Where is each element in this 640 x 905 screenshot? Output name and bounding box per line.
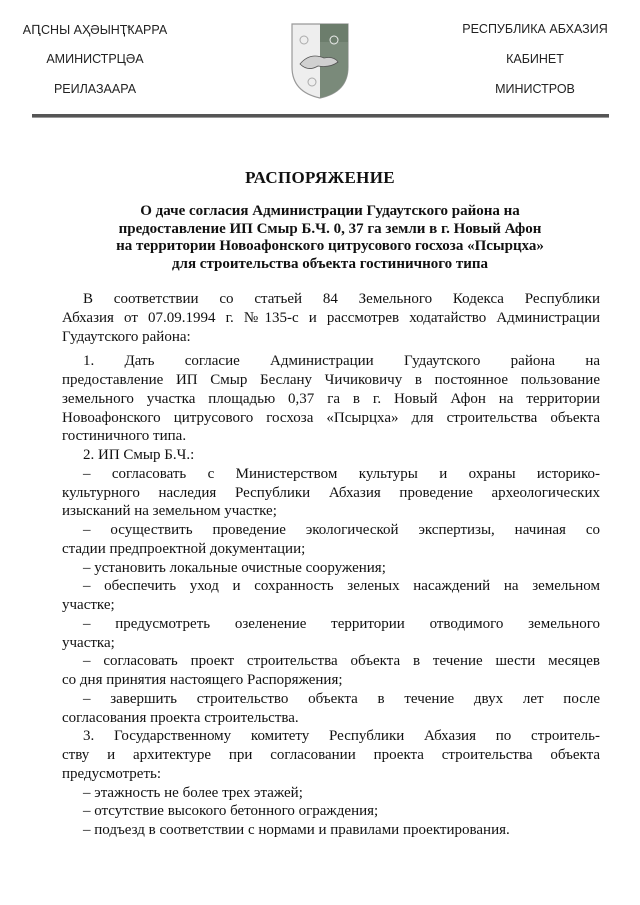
header-left-line: АМИНИСТРЦӘА: [46, 52, 144, 66]
paragraph-line: предусмотреть:: [62, 765, 162, 782]
paragraph: [62, 559, 600, 578]
paragraph-line: согласования проекта строительства.: [62, 709, 299, 726]
document-body: [62, 290, 600, 840]
paragraph-line: 2. ИП Смыр Б.Ч.:: [83, 447, 195, 463]
paragraph-line: гостиничного типа.: [62, 428, 187, 445]
header-left-line: РЕИЛАЗААРА: [53, 82, 137, 96]
paragraph-line: – предусмотреть озеленение территории отводимого земельного: [83, 615, 600, 632]
subject-line: О даче согласия Администрации Гудаутского района на: [140, 203, 520, 219]
paragraph-line: участка;: [62, 634, 115, 651]
header-left-line: АԤСНЫ АҲӘЫНҬҞАРРА: [22, 23, 168, 37]
header-right-line: КАБИНЕТ: [506, 52, 564, 66]
paragraph: [62, 727, 600, 783]
coat-of-arms-icon: [290, 22, 350, 100]
paragraph: [62, 521, 600, 559]
header-divider: [32, 114, 609, 118]
paragraph-line: Гудаутского района:: [62, 328, 191, 345]
paragraph: [62, 802, 600, 821]
paragraph-line: – завершить строительство объекта в течение двух лет после: [83, 690, 600, 707]
paragraph-line: – этажность не более трех этажей;: [83, 784, 303, 801]
paragraph-line: Абхазия от 07.09.1994 г. №135-с и рассмотрев ходатайство Администрации: [62, 309, 600, 326]
paragraph-line: участке;: [62, 597, 115, 613]
subject-line: для строительства объекта гостиничного типа: [171, 255, 489, 272]
paragraph-line: – отсутствие высокого бетонного ограждения;: [83, 803, 379, 820]
paragraph-line: со дня принятия настоящего Распоряжения;: [62, 672, 343, 688]
paragraph-line: – согласовать с Министерством культуры и охраны историко-: [83, 465, 600, 482]
paragraph-line: Новоафонского цитрусового госхоза «Псырцха» для строительства объекта: [62, 409, 600, 426]
paragraph-line: – обеспечить уход и сохранность зеленых насаждений на земельном: [83, 578, 600, 595]
paragraph: [62, 690, 600, 728]
document-subject: [60, 203, 600, 273]
paragraph-line: – согласовать проект строительства объекта в течение шести месяцев: [83, 653, 600, 670]
paragraph-line: культурного наследия Республики Абхазия проведение археологических: [62, 484, 600, 501]
paragraph: [62, 784, 600, 803]
paragraph: [62, 652, 600, 690]
paragraph-line: – осуществить проведение экологической экспертизы, начиная со: [83, 522, 600, 538]
paragraph: [62, 577, 600, 615]
paragraph-line: стадии предпроектной документации;: [62, 540, 306, 557]
paragraph-line: ству и архитектуре при согласовании проекта строительства объекта: [62, 747, 600, 763]
paragraph-line: земельного участка площадью 0,37 га в г. Новый Афон на территории: [62, 390, 600, 407]
paragraph-line: 1. Дать согласие Администрации Гудаутского района на: [83, 353, 600, 370]
paragraph: [62, 446, 600, 465]
paragraph-line: изысканий на земельном участке;: [62, 503, 277, 520]
paragraph: [62, 290, 600, 346]
paragraph-line: предоставление ИП Смыр Беслану Чичиковичу в постоянное пользование: [62, 372, 600, 388]
paragraph: [62, 465, 600, 521]
document-title: РАСПОРЯЖЕНИЕ: [245, 168, 395, 187]
header-right-line: МИНИСТРОВ: [495, 82, 575, 96]
subject-line: предоставление ИП Смыр Б.Ч. 0, 37 га земли в г. Новый Афон: [118, 220, 542, 237]
paragraph: [62, 352, 600, 446]
header-right-line: РЕСПУБЛИКА АБХАЗИЯ: [462, 22, 608, 36]
paragraph-line: 3. Государственному комитету Республики Абхазия по строитель-: [83, 728, 600, 745]
paragraph-line: – установить локальные очистные сооружения;: [83, 559, 386, 576]
paragraph-line: – подъезд в соответствии с нормами и правилами проектирования.: [83, 822, 510, 838]
paragraph-line: В соответствии со статьей 84 Земельного Кодекса Республики: [83, 291, 600, 307]
paragraph: [62, 615, 600, 653]
paragraph: [62, 821, 600, 840]
subject-line: на территории Новоафонского цитрусового госхоза «Псырцха»: [116, 238, 544, 254]
